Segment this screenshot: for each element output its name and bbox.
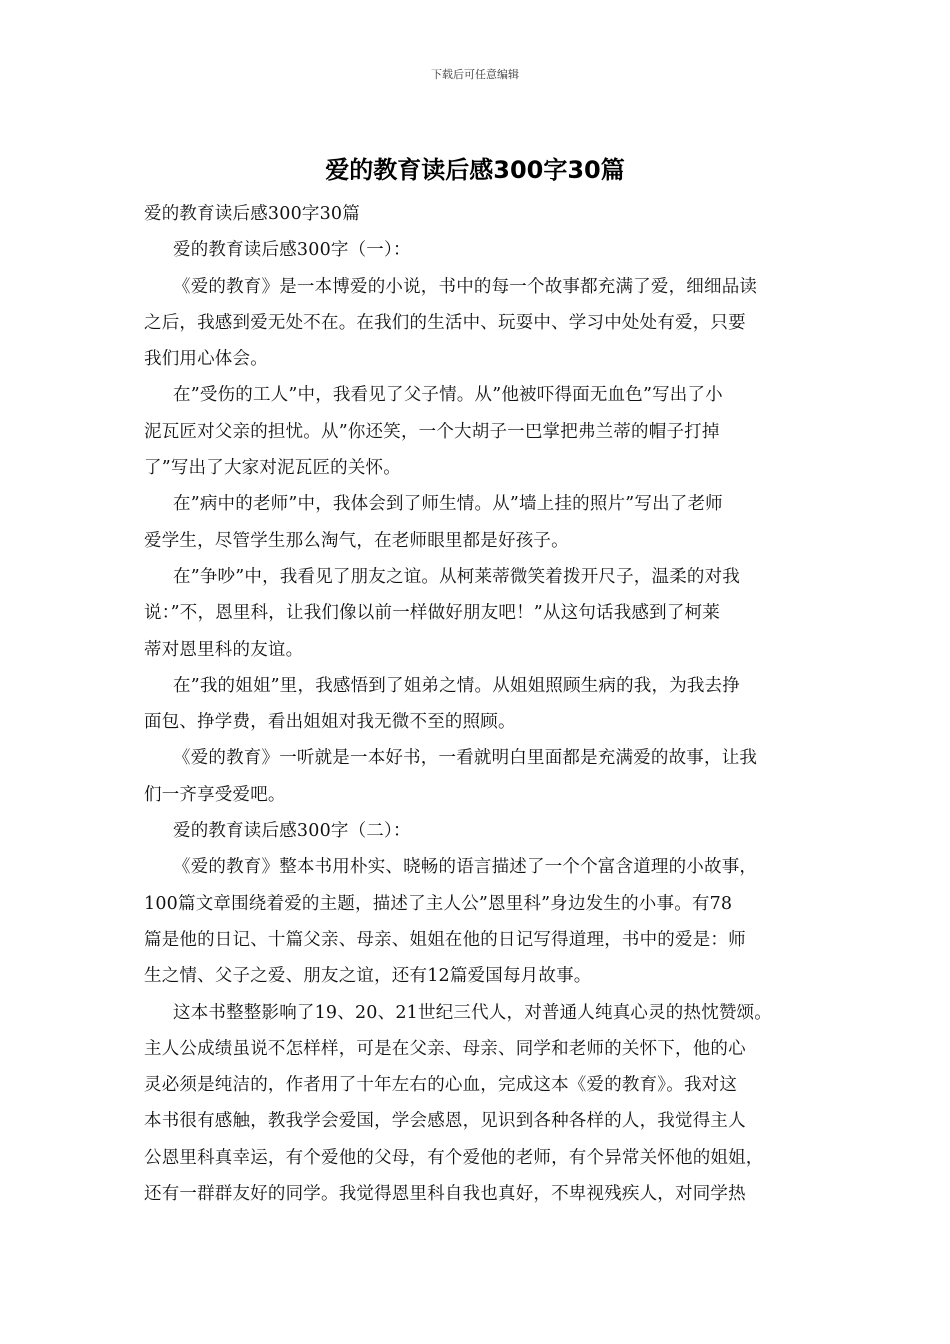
- text-line: 在”我的姐姐”里，我感悟到了姐弟之情。从姐姐照顾生病的我，为我去挣: [173, 675, 740, 696]
- text-line: 我们用心体会。: [144, 349, 268, 370]
- text-line: 《爱的教育》一听就是一本好书，一看就明白里面都是充满爱的故事，让我: [173, 748, 758, 769]
- text-line: 之后，我感到爱无处不在。在我们的生活中、玩耍中、学习中处处有爱，只要: [144, 312, 746, 333]
- text-line: 爱的教育读后感300字30篇: [144, 204, 360, 224]
- text-line: 泥瓦匠对父亲的担忧。从”你还笑，一个大胡子一巴掌把弗兰蒂的帽子打掉: [144, 421, 720, 442]
- text-line: 了”写出了大家对泥瓦匠的关怀。: [144, 458, 401, 479]
- document-title: 爱的教育读后感300字30篇: [325, 156, 625, 184]
- text-line: 在”病中的老师”中，我体会到了师生情。从”墙上挂的照片”写出了老师: [173, 494, 723, 515]
- text-line: 在”受伤的工人”中，我看见了父子情。从”他被吓得面无血色”写出了小: [173, 385, 723, 406]
- text-line: 说：”不，恩里科，让我们像以前一样做好朋友吧！”从这句话我感到了柯莱: [144, 603, 720, 624]
- text-line: 灵必须是纯洁的，作者用了十年左右的心血，完成这本《爱的教育》。我对这: [144, 1075, 738, 1096]
- text-line: 篇是他的日记、十篇父亲、母亲、姐姐在他的日记写得道理，书中的爱是：师: [144, 929, 746, 950]
- text-line: 爱学生，尽管学生那么淘气，在老师眼里都是好孩子。: [144, 530, 569, 551]
- body-text: [144, 196, 814, 1212]
- text-line: 《爱的教育》是一本博爱的小说，书中的每一个故事都充满了爱，细细品读: [173, 276, 758, 297]
- text-line: 面包、挣学费，看出姐姐对我无微不至的照顾。: [144, 712, 516, 733]
- text-line: 100篇文章围绕着爱的主题，描述了主人公”恩里科”身边发生的小事。有78: [144, 893, 733, 914]
- text-line: 公恩里科真幸运，有个爱他的父母，有个爱他的老师，有个异常关怀他的姐姐，: [144, 1147, 764, 1168]
- text-line: 爱的教育读后感300字（一）：: [173, 240, 411, 261]
- text-line: 蒂对恩里科的友谊。: [144, 639, 304, 660]
- text-line: 本书很有感触，教我学会爱国，学会感恩，见识到各种各样的人，我觉得主人: [144, 1111, 746, 1132]
- text-line: 爱的教育读后感300字（二）：: [173, 821, 411, 842]
- text-line: 生之情、父子之爱、朋友之谊，还有12篇爱国每月故事。: [144, 966, 592, 987]
- text-line: 在”争吵”中，我看见了朋友之谊。从柯莱蒂微笑着拨开尺子，温柔的对我: [173, 566, 740, 587]
- text-line: 还有一群群友好的同学。我觉得恩里科自我也真好，不卑视残疾人，对同学热: [144, 1184, 746, 1205]
- text-line: 《爱的教育》整本书用朴实、晓畅的语言描述了一个个富含道理的小故事，: [173, 857, 758, 878]
- text-line: 们一齐享受爱吧。: [144, 784, 286, 805]
- text-line: 主人公成绩虽说不怎样样，可是在父亲、母亲、同学和老师的关怀下，他的心: [144, 1038, 746, 1059]
- header-note: 下载后可任意编辑: [431, 68, 519, 81]
- text-line: 这本书整整影响了19、20、21世纪三代人，对普通人纯真心灵的热忱赞颂。: [173, 1002, 773, 1023]
